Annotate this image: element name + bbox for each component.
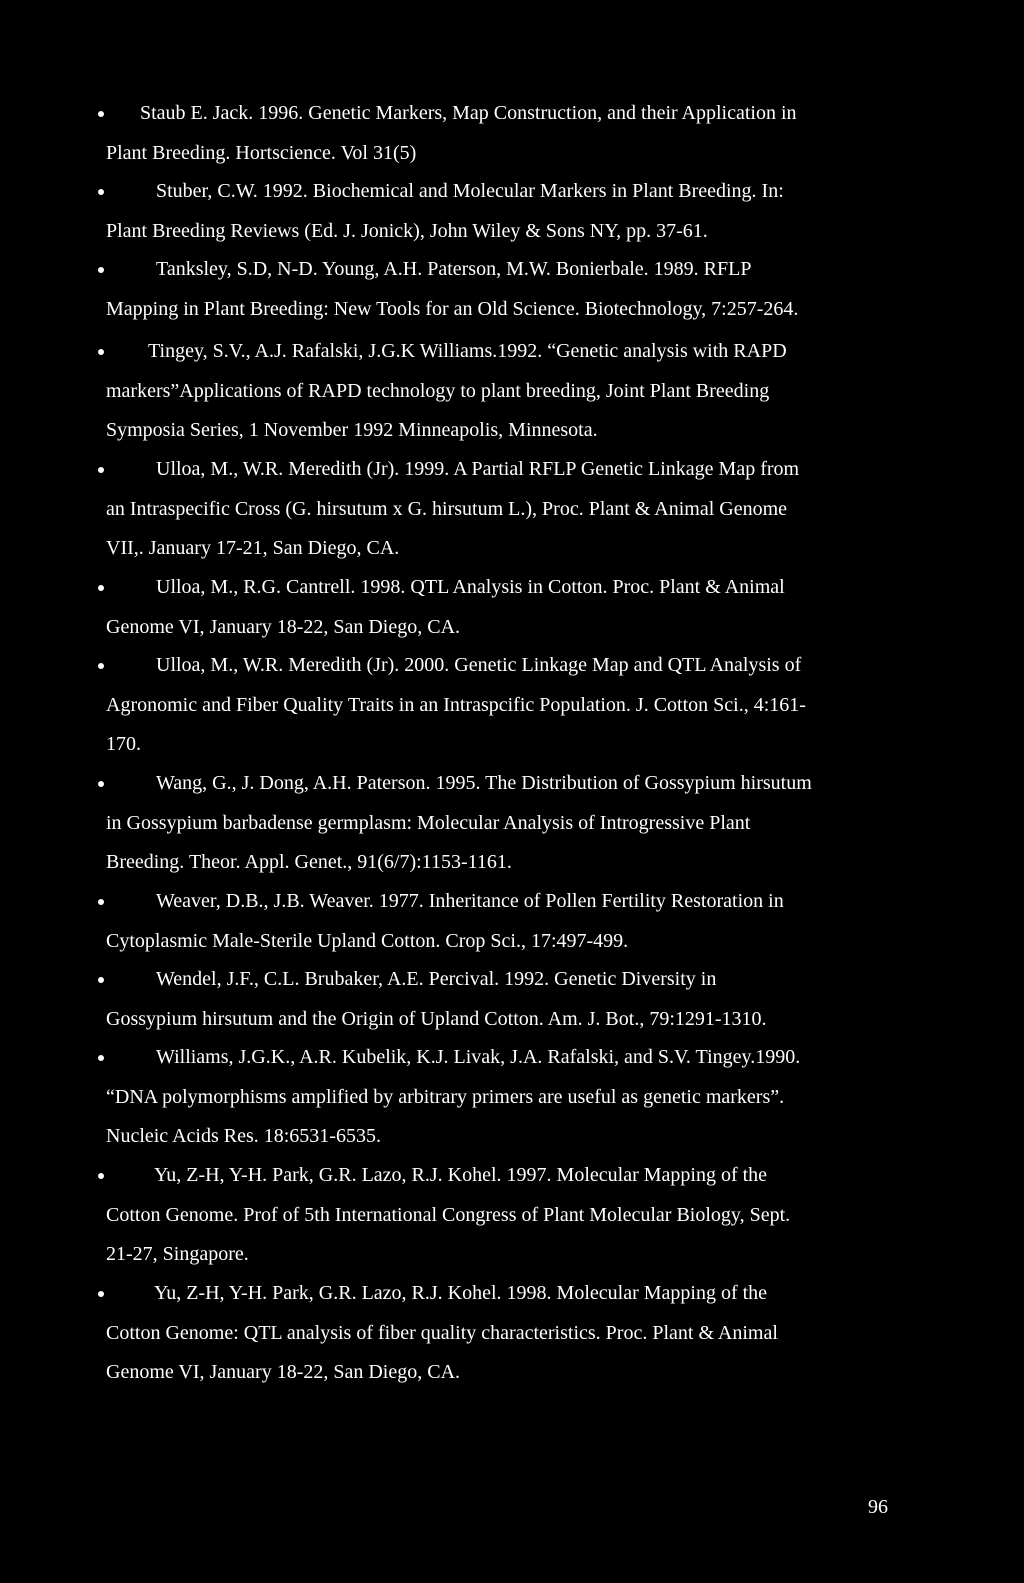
bullet-icon <box>98 111 104 117</box>
reference-entry <box>106 1156 906 1275</box>
bullet-icon <box>98 899 104 905</box>
reference-entry <box>106 882 906 961</box>
reference-line: “DNA polymorphisms amplified by arbitrary primers are useful as genetic markers”. <box>106 1085 785 1108</box>
reference-line: Symposia Series, 1 November 1992 Minneapolis, Minnesota. <box>106 419 598 441</box>
bullet-icon <box>98 781 104 787</box>
bullet-icon <box>98 267 104 273</box>
reference-line: Ulloa, M., W.R. Meredith (Jr). 1999. A Partial RFLP Genetic Linkage Map from <box>156 458 800 480</box>
reference-entry <box>106 450 906 569</box>
reference-line: Cotton Genome: QTL analysis of fiber quality characteristics. Proc. Plant & Animal <box>106 1321 778 1344</box>
reference-line: Plant Breeding. Hortscience. Vol 31(5) <box>106 141 417 164</box>
reference-line: Stuber, C.W. 1992. Biochemical and Molecular Markers in Plant Breeding. In: <box>156 180 784 202</box>
reference-line: Ulloa, M., R.G. Cantrell. 1998. QTL Analysis in Cotton. Proc. Plant & Animal <box>156 576 785 598</box>
reference-entry <box>106 1038 906 1157</box>
bullet-icon <box>98 349 104 355</box>
reference-line: Yu, Z-H, Y-H. Park, G.R. Lazo, R.J. Kohel. 1997. Molecular Mapping of the <box>154 1164 768 1186</box>
reference-line: Wang, G., J. Dong, A.H. Paterson. 1995. The Distribution of Gossypium hirsutum <box>156 772 812 794</box>
reference-line: Yu, Z-H, Y-H. Park, G.R. Lazo, R.J. Kohel. 1998. Molecular Mapping of the <box>154 1282 768 1304</box>
page-number: 96 <box>868 1496 888 1518</box>
bullet-icon <box>98 189 104 195</box>
reference-line: Breeding. Theor. Appl. Genet., 91(6/7):1153-1161. <box>106 851 512 873</box>
reference-line: Nucleic Acids Res. 18:6531-6535. <box>106 1125 381 1147</box>
reference-line: 170. <box>106 733 141 755</box>
reference-line: Wendel, J.F., C.L. Brubaker, A.E. Percival. 1992. Genetic Diversity in <box>156 968 717 990</box>
bullet-icon <box>98 585 104 591</box>
reference-line: markers”Applications of RAPD technology to plant breeding, Joint Plant Breeding <box>106 379 770 402</box>
reference-line: in Gossypium barbadense germplasm: Molecular Analysis of Introgressive Plant <box>106 811 751 834</box>
reference-line: Agronomic and Fiber Quality Traits in an Intraspcific Population. J. Cotton Sci., 4:161- <box>106 693 806 716</box>
bullet-icon <box>98 467 104 473</box>
reference-line: Gossypium hirsutum and the Origin of Upland Cotton. Am. J. Bot., 79:1291-1310. <box>106 1007 767 1030</box>
reference-entry <box>106 250 906 329</box>
reference-entry <box>106 568 906 647</box>
reference-entry <box>106 960 906 1039</box>
reference-line: Williams, J.G.K., A.R. Kubelik, K.J. Livak, J.A. Rafalski, and S.V. Tingey.1990. <box>156 1046 801 1068</box>
reference-line: Weaver, D.B., J.B. Weaver. 1977. Inheritance of Pollen Fertility Restoration in <box>156 890 784 912</box>
bullet-icon <box>98 1173 104 1179</box>
reference-entry <box>106 94 906 173</box>
bullet-icon <box>98 977 104 983</box>
reference-line: Mapping in Plant Breeding: New Tools for an Old Science. Biotechnology, 7:257-264. <box>106 297 799 320</box>
bullet-icon <box>98 1291 104 1297</box>
reference-entry <box>106 1274 906 1393</box>
reference-line: Ulloa, M., W.R. Meredith (Jr). 2000. Genetic Linkage Map and QTL Analysis of <box>156 654 802 676</box>
reference-line: Cytoplasmic Male-Sterile Upland Cotton. Crop Sci., 17:497-499. <box>106 929 629 952</box>
reference-entry <box>106 332 906 451</box>
reference-line: Genome VI, January 18-22, San Diego, CA. <box>106 615 461 638</box>
reference-entry <box>106 764 906 883</box>
reference-line: Genome VI, January 18-22, San Diego, CA. <box>106 1361 461 1383</box>
bullet-icon <box>98 1055 104 1061</box>
reference-line: 21-27, Singapore. <box>106 1243 249 1265</box>
reference-line: Staub E. Jack. 1996. Genetic Markers, Map Construction, and their Application in <box>140 102 797 124</box>
reference-line: Cotton Genome. Prof of 5th International Congress of Plant Molecular Biology, Sept. <box>106 1203 791 1226</box>
bullet-icon <box>98 663 104 669</box>
reference-line: Tanksley, S.D, N-D. Young, A.H. Paterson, M.W. Bonierbale. 1989. RFLP <box>156 258 752 280</box>
reference-line: an Intraspecific Cross (G. hirsutum x G. hirsutum L.), Proc. Plant & Animal Genome <box>106 497 788 520</box>
reference-entry <box>106 646 906 765</box>
reference-line: VII,. January 17-21, San Diego, CA. <box>106 537 400 559</box>
reference-line: Plant Breeding Reviews (Ed. J. Jonick), John Wiley & Sons NY, pp. 37-61. <box>106 219 708 242</box>
reference-line: Tingey, S.V., A.J. Rafalski, J.G.K Williams.1992. “Genetic analysis with RAPD <box>148 340 787 362</box>
reference-entry <box>106 172 906 251</box>
